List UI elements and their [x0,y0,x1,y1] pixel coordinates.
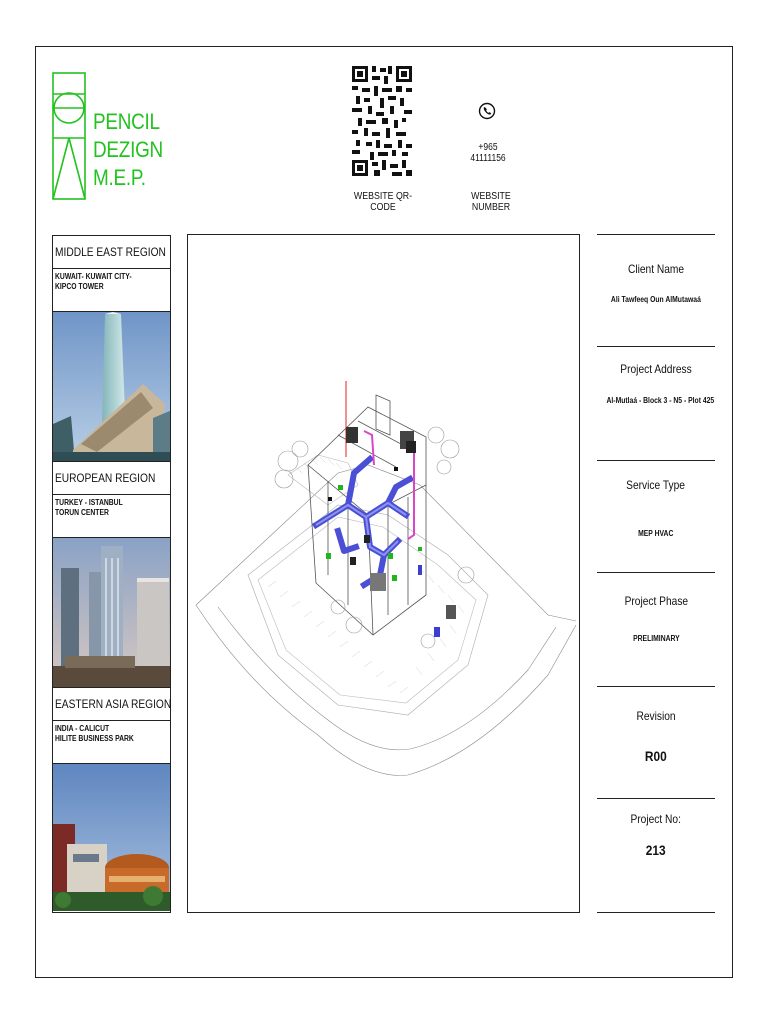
logo-mark-icon [52,72,88,202]
logo-line-2: DEZIGN [93,137,163,162]
project-number-value: 213 [646,842,666,858]
service-type-label: Service Type [626,478,686,492]
client-name-value: Ali Tawfeeq Oun AlMutawaá [611,295,701,304]
website-qr-code[interactable] [352,66,412,176]
hvac-ductwork [316,459,410,585]
title-block-divider [597,572,715,573]
title-block-divider [597,460,715,461]
title-block-divider [597,912,715,913]
company-logo [52,72,172,202]
logo-line-1: PENCIL [93,109,160,134]
project-number-label: Project No: [630,812,682,826]
isometric-hvac-drawing [187,234,580,913]
region-title-middle-east: MIDDLE EAST REGION [53,236,170,269]
logo-line-3: M.E.P. [93,165,146,190]
regions-column [52,235,171,913]
region-location-european: TURKEY - ISTANBUL TORUN CENTER [53,495,170,538]
revision-label: Revision [636,709,676,723]
kipco-tower-photo [53,312,170,462]
title-block-divider [597,798,715,799]
service-type-value: MEP HVAC [638,529,674,538]
hvac-equipment [326,427,456,637]
project-phase-label: Project Phase [624,594,688,608]
title-block-divider [597,346,715,347]
qr-code-label: WEBSITE QR-CODE [353,191,413,213]
torun-center-photo [53,538,170,688]
region-title-european: EUROPEAN REGION [53,462,170,495]
project-phase-value: PRELIMINARY [632,634,680,643]
client-name-label: Client Name [627,262,685,276]
logo-wordmark [93,108,163,192]
phone-number[interactable]: +965 41111156 [470,142,506,164]
revision-value: R00 [645,748,667,764]
region-location-eastern-asia: INDIA - CALICUT HILITE BUSINESS PARK [53,721,170,764]
title-block-divider [597,234,715,235]
project-address-value: Al-Mutlaá - Block 3 - N5 - Plot 425 [606,396,715,405]
title-block [597,234,715,913]
project-address-label: Project Address [620,362,692,376]
title-block-divider [597,686,715,687]
region-title-eastern-asia: EASTERN ASIA REGION [53,688,170,721]
phone-icon [478,102,496,120]
region-location-middle-east: KUWAIT- KUWAIT CITY- KIPCO TOWER [53,269,170,312]
website-number-label: WEBSITE NUMBER [471,191,511,213]
hilite-business-park-photo [53,764,170,911]
